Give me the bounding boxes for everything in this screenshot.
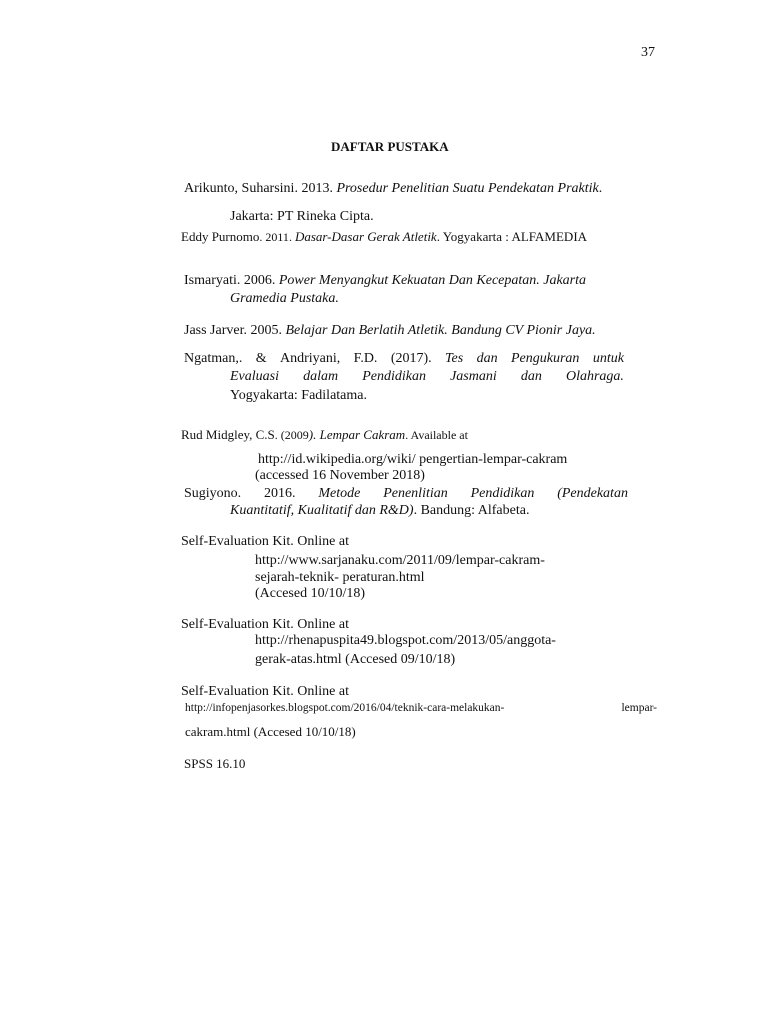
ref-ngatman-line3: Yogyakarta: Fadilatama. (230, 388, 367, 403)
ref-word: Sugiyono. (184, 486, 242, 501)
ref-title: Kuantitatif, Kualitatif dan R&D) (230, 503, 414, 518)
ref-ngatman-line1 (184, 351, 624, 367)
ref-word: Pengukuran (511, 351, 580, 366)
ref-publisher: . Yogyakarta : ALFAMEDIA (436, 229, 588, 244)
ref-word: Penenlitian (383, 486, 448, 501)
ref-sek1-url1: http://www.sarjanaku.com/2011/09/lempar-cakram- (255, 553, 545, 568)
ref-author: Arikunto, Suharsini. 2013. (184, 181, 337, 196)
ref-word: Ngatman,. (184, 351, 243, 366)
page-number: 37 (641, 45, 655, 60)
ref-sek2-url2: gerak-atas.html (Accesed 09/10/18) (255, 652, 456, 667)
ref-word: Evaluasi (230, 369, 279, 384)
ref-word: dan (476, 351, 498, 366)
ref-sek2-line1: Self-Evaluation Kit. Online at (181, 617, 349, 632)
ref-word: dalam (303, 369, 339, 384)
ref-word: (Pendekatan (557, 486, 628, 501)
ref-arikunto-line2: Jakarta: PT Rineka Cipta. (230, 209, 374, 224)
ref-rud-url: http://id.wikipedia.org/wiki/ pengertian-lempar-cakram (258, 452, 568, 467)
ref-author: Eddy Purnomo (181, 229, 260, 244)
ref-sek3-url2: cakram.html (Accesed 10/10/18) (185, 724, 356, 739)
ref-word: 2016. (264, 486, 296, 501)
ref-ismaryati-line2 (230, 291, 339, 307)
ref-year: . (2009 (274, 428, 309, 442)
ref-title: Dasar-Dasar Gerak Atletik (294, 229, 437, 244)
ref-word: & (255, 351, 267, 366)
ref-url: lempar- (621, 702, 657, 714)
ref-punct: . (598, 181, 603, 196)
ref-sek1-line1: Self-Evaluation Kit. Online at (181, 534, 349, 549)
ref-word: Andriyani, (280, 351, 341, 366)
ref-title: ). Lempar Cakram (308, 427, 406, 442)
ref-spss: SPSS 16.10 (184, 756, 246, 771)
ref-rud-line1 (181, 427, 468, 443)
ref-sek1-url2: sejarah-teknik- peraturan.html (255, 570, 425, 585)
ref-title: Belajar Dan Berlatih Atletik. Bandung CV Pionir Jaya. (285, 323, 596, 338)
ref-publisher: . Bandung: Alfabeta. (413, 503, 530, 518)
ref-word: Jasmani (450, 369, 497, 384)
ref-title: Prosedur Penelitian Suatu Pendekatan Praktik (336, 181, 599, 196)
ref-sek2-url1: http://rhenapuspita49.blogspot.com/2013/05/anggota- (255, 633, 556, 648)
ref-jass (184, 323, 596, 339)
ref-word: dan (520, 369, 542, 384)
ref-publisher: Gramedia Pustaka. (230, 291, 339, 306)
ref-sugiyono-line1 (184, 486, 628, 502)
ref-ismaryati-line1 (184, 273, 586, 289)
ref-author: Jass Jarver. 2005. (184, 323, 286, 338)
ref-sek3-url1 (185, 702, 657, 714)
ref-word: Metode (318, 486, 361, 501)
ref-sek1-accessed: (Accesed 10/10/18) (255, 586, 366, 601)
ref-word: untuk (592, 351, 624, 366)
ref-punct: . (288, 230, 295, 244)
ref-word: F.D. (353, 351, 378, 366)
ref-rud-accessed: (accessed 16 November 2018) (255, 468, 425, 483)
ref-word: Tes (445, 351, 464, 366)
ref-word: Pendidikan (362, 369, 426, 384)
page-title: DAFTAR PUSTAKA (331, 139, 449, 154)
ref-word: Olahraga. (565, 369, 624, 384)
ref-available: . Available at (405, 428, 468, 442)
ref-ngatman-line2 (230, 369, 624, 385)
ref-eddy (181, 229, 587, 245)
ref-arikunto-line1 (184, 181, 602, 197)
ref-sugiyono-line2 (230, 503, 529, 519)
ref-author: Rud Midgley, C.S (181, 427, 275, 442)
ref-word: (2017). (390, 351, 432, 366)
ref-url: http://infopenjasorkes.blogspot.com/2016/04/teknik-cara-melakukan- (185, 702, 505, 714)
ref-author: Ismaryati. 2006. (184, 273, 279, 288)
ref-word: Pendidikan (470, 486, 535, 501)
ref-year: . 2011 (259, 230, 289, 244)
ref-sek3-line1: Self-Evaluation Kit. Online at (181, 684, 349, 699)
ref-title: Power Menyangkut Kekuatan Dan Kecepatan. Jakarta (278, 273, 587, 288)
